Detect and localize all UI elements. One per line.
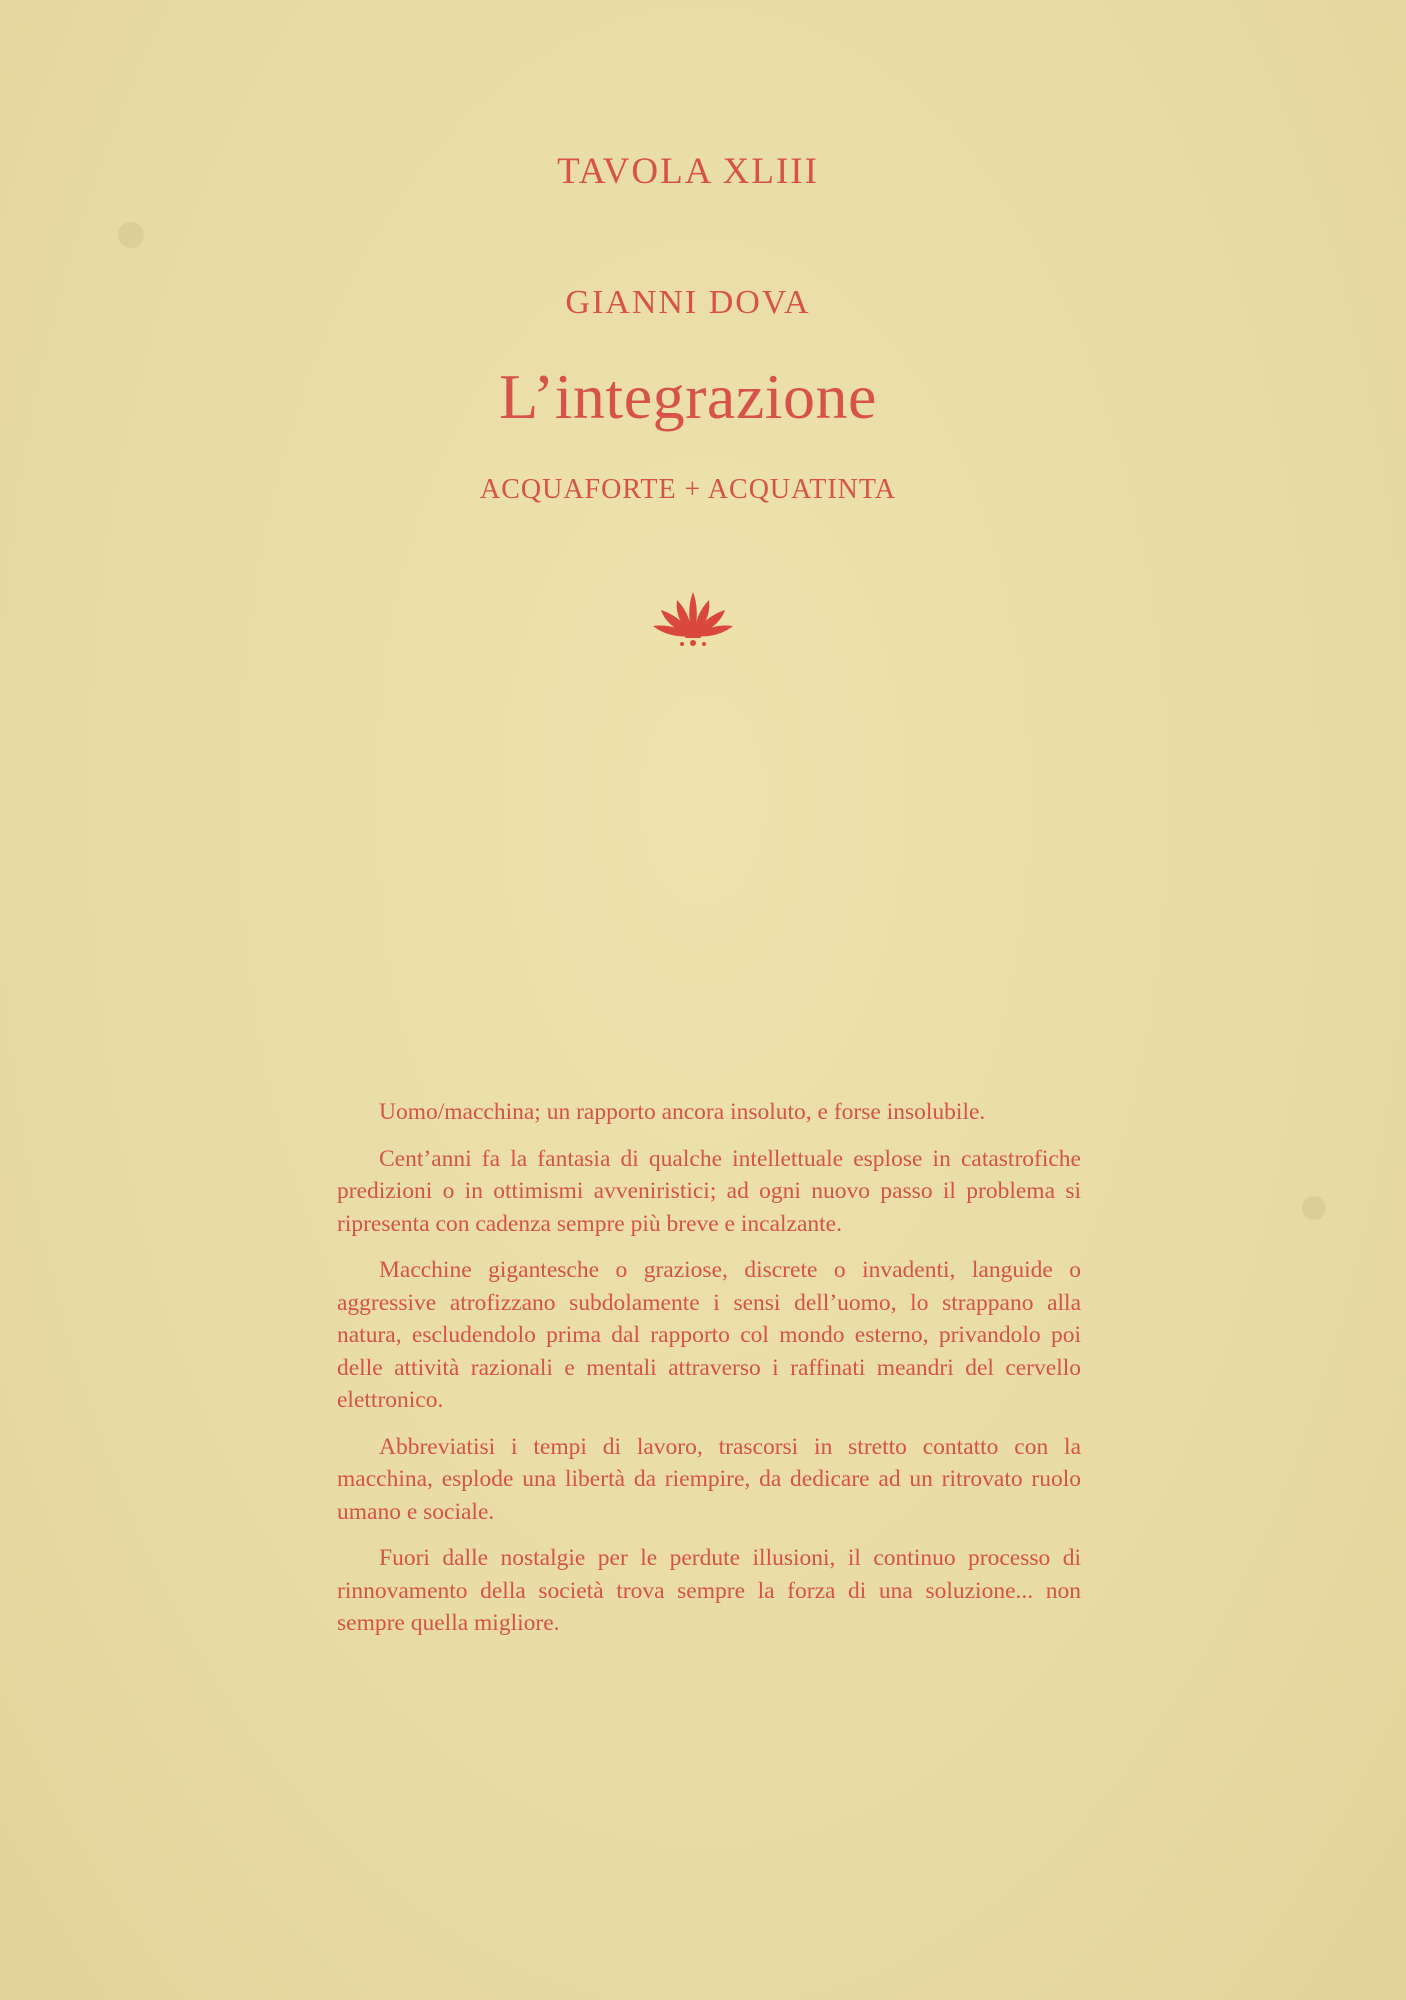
paper-spot — [118, 222, 144, 248]
palmette-ornament-icon — [651, 586, 735, 650]
artist-name: GIANNI DOVA — [565, 284, 811, 321]
technique-label: ACQUAFORTE + ACQUATINTA — [480, 474, 896, 505]
body-text — [337, 1096, 1081, 1654]
paragraph: Abbreviatisi i tempi di lavoro, trascorsi in stretto contatto con la macchina, esplode una libertà da riempire, da dedicare ad un ritrovato ruolo umano e sociale. — [337, 1433, 1081, 1525]
paragraph: Macchine gigantesche o graziose, discrete o invadenti, languide o aggressive atrofizzano subdolamente i sensi dell’uomo, lo strappano alla natura, escludendolo prima dal rapporto col mondo esterno, privandolo poi delle attività razionali e mentali attraverso i raffinati meandri del cervello elettronico. — [337, 1257, 1081, 1413]
paragraph: Cent’anni fa la fantasia di qualche intellettuale esplose in catastrofiche predizioni o in ottimismi avveniristici; ad ogni nuovo passo il problema si ripresenta con cadenza sempre più breve e incalzante. — [337, 1145, 1081, 1237]
paragraph: Uomo/macchina; un rapporto ancora insoluto, e forse insolubile. — [379, 1099, 986, 1125]
artwork-title: L’integrazione — [499, 361, 877, 432]
paper-spot — [1302, 1196, 1326, 1220]
plate-number: TAVOLA XLIII — [557, 151, 819, 192]
paragraph: Fuori dalle nostalgie per le perdute illusioni, il continuo processo di rinnovamento della società trova sempre la forza di una soluzione... non sempre quella migliore. — [337, 1545, 1081, 1636]
